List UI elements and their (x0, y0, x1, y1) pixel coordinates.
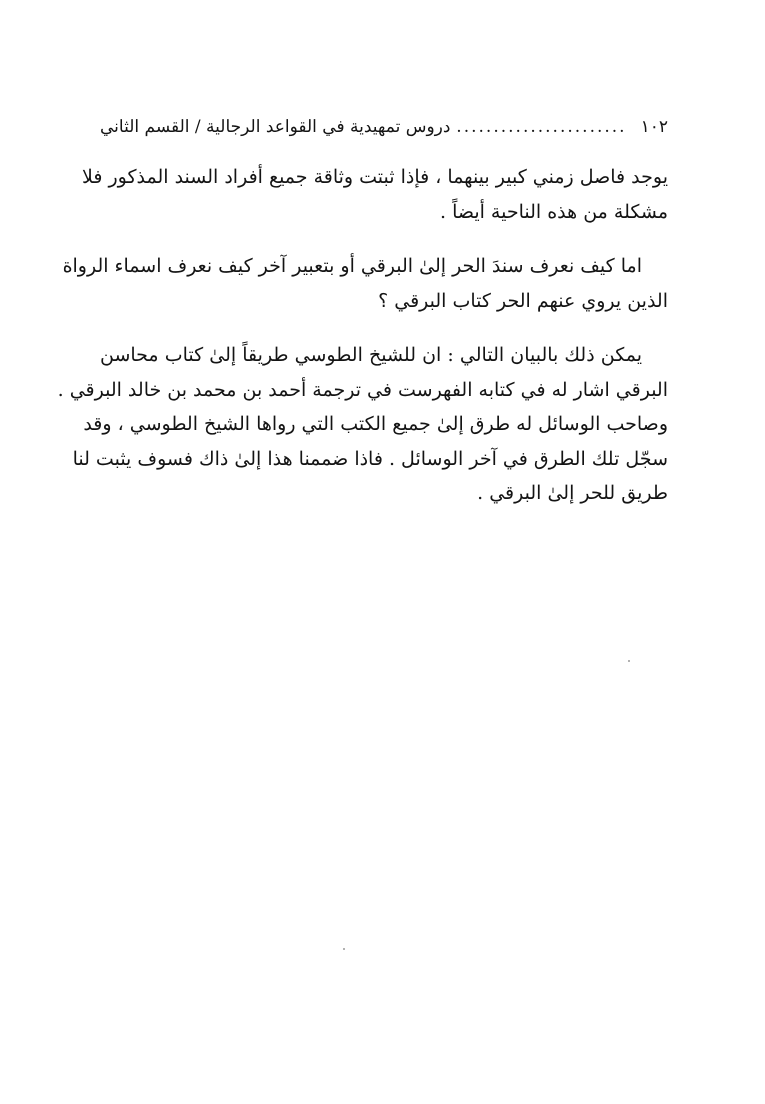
paragraph-3 (57, 338, 668, 511)
text-line: يمكن ذلك بالبيان التالي : ان للشيخ الطوسي طريقاً إلىٰ كتاب محاسن (100, 344, 642, 366)
text-line: البرقي اشار له في كتابه الفهرست في ترجمة أحمد بن محمد بن خالد البرقي . (57, 378, 668, 401)
paragraph-1 (82, 160, 668, 229)
text-line: يوجد فاصل زمني كبير بينهما ، فإذا ثبتت وثاقة جميع أفراد السند المذكور فلا (82, 166, 668, 188)
page-number: ١٠٢ (640, 117, 668, 137)
text-line: وصاحب الوسائل له طرق إلىٰ جميع الكتب التي رواها الشيخ الطوسي ، وقد (83, 413, 668, 435)
text-line: طريق للحر إلىٰ البرقي . (477, 482, 668, 504)
scan-speck (343, 948, 345, 950)
body-text (57, 160, 668, 531)
text-line: الذين يروي عنهم الحر كتاب البرقي ؟ (378, 289, 668, 312)
text-line: سجّل تلك الطرق في آخر الوسائل . فاذا ضممنا هذا إلىٰ ذاك فسوف يثبت لنا (72, 447, 668, 470)
running-title: دروس تمهيدية في القواعد الرجالية / القسم الثاني (100, 117, 451, 137)
running-header (100, 112, 668, 142)
paragraph-2 (62, 249, 668, 318)
text-line: مشكلة من هذه الناحية أيضاً . (439, 200, 668, 223)
scan-speck (628, 660, 630, 662)
leader-dots (456, 117, 626, 137)
text-line: اما كيف نعرف سندَ الحر إلىٰ البرقي أو بتعبير آخر كيف نعرف اسماء الرواة (62, 255, 642, 277)
